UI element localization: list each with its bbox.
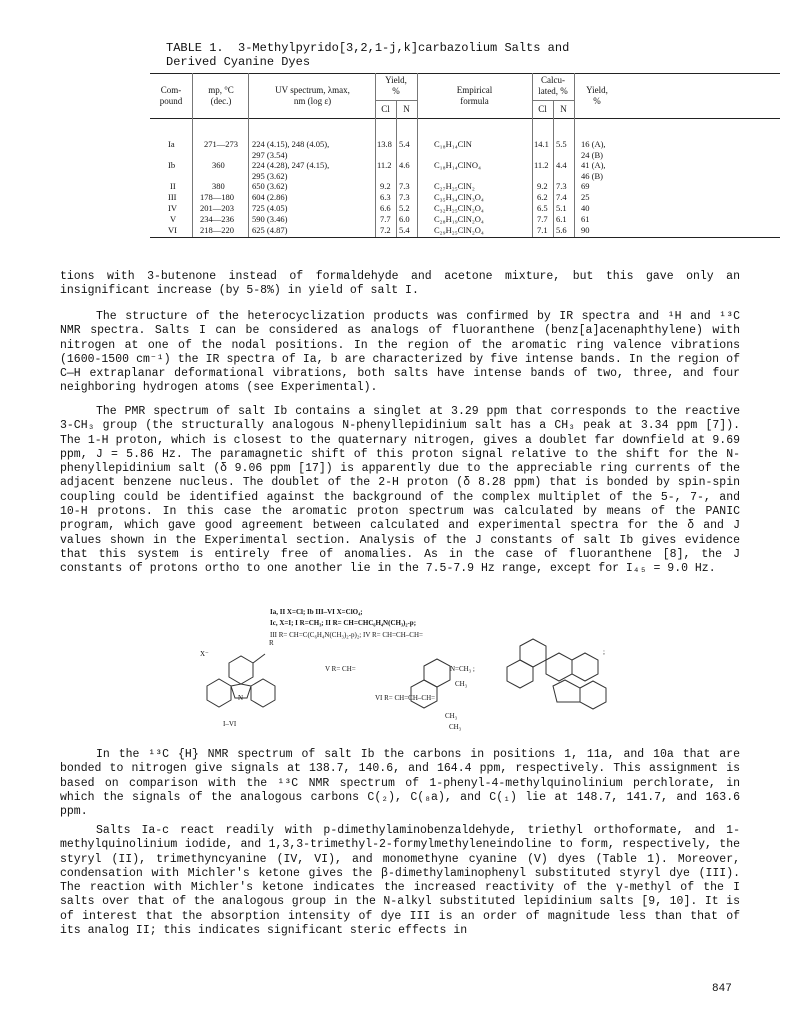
header-calc-n: N: [560, 104, 567, 114]
diagram-label-r: R: [269, 639, 274, 647]
cell-compound: Ia: [168, 139, 175, 149]
chemical-structure-diagram: [185, 608, 765, 740]
benzo-ring-left: [207, 679, 231, 707]
paragraph-text: Salts Ia-c react readily with p-dimethylaminobenzaldehyde, triethyl orthoformate, and 1-methylquinolinium iodide, and 1,3,3-trimethyl-2-formylmethyleneindoline to form, respectively, the styryl (II), trimethyncyanine (IV, VI), and monomethyne cyanine (V) dyes (Table 1). Moreover, condensation with Michler's ketone gives the β-dimethylaminophenyl substituted styryl dye (III). The reaction with Michler's ketone indicates the increased reactivity of the γ-methyl of the I salts over that of the analogous group in the N-alkyl substituted lepidinium salts [9, 10]. It is of interest that the absorption intensity of dye III is an order of magnitude less than that of its analog II; this indicates significant steric effects in: [60, 824, 740, 938]
cell-calc-n: 6.1: [556, 214, 567, 224]
cell-yield-cl: 6.3: [380, 192, 391, 202]
cell-formula: C₁₈H₁₄ClNO₄: [434, 160, 481, 170]
cell-yield: 40: [581, 203, 590, 213]
indoline-benzo: [580, 681, 606, 709]
cell-compound: III: [168, 192, 177, 202]
cell-yield-cl: 7.7: [380, 214, 391, 224]
cell-calc-n: 5.1: [556, 203, 567, 213]
cell-uv: 650 (3.62): [252, 181, 288, 191]
col-divider: [192, 73, 193, 237]
cell-uv: 625 (4.87): [252, 225, 288, 235]
col-divider: [396, 100, 397, 237]
cell-uv: 224 (4.28), 247 (4.15), 295 (3.62): [252, 160, 330, 181]
cell-calc-cl: 6.2: [537, 192, 548, 202]
cell-mp: 271—273: [204, 139, 238, 149]
cell-mp: 201—203: [200, 203, 234, 213]
carbazole-ring-a: [520, 639, 546, 667]
header-formula: Empirical formula: [456, 85, 493, 106]
cell-yield-cl: 9.2: [380, 181, 391, 191]
diagram-label-x: X⁻: [200, 650, 209, 658]
cell-yield-n: 7.3: [399, 192, 410, 202]
pyridinium-ring: [229, 656, 253, 684]
cell-compound: V: [170, 214, 177, 224]
cell-calc-n: 5.5: [556, 139, 567, 149]
diagram-legend-line-5: VI R= CH=CH–CH=: [375, 694, 436, 702]
indoline-ring: [553, 680, 580, 702]
carbazole-ring-b: [507, 660, 533, 688]
header-yield-cl: Cl: [381, 104, 390, 114]
cell-calc-cl: 6.5: [537, 203, 548, 213]
paragraph-text: tions with 3-butenone instead of formaldehyde and acetone mixture, but this gave only an insignificant increase (by 5-8%) in yield of salt I.: [60, 270, 740, 298]
cell-formula: C₂₇H₂₅ClN₂: [434, 181, 475, 191]
cell-yield: 61: [581, 214, 590, 224]
cell-mp: 234—236: [200, 214, 234, 224]
cell-formula: C₂₈H₁₉ClN₂O₄: [434, 214, 484, 224]
cell-mp: 178—180: [200, 192, 234, 202]
cell-calc-cl: 7.1: [537, 225, 548, 235]
quinoline-ring-a: [424, 659, 450, 687]
diagram-legend-line-4: V R= CH=: [325, 665, 356, 673]
cell-calc-n: 7.4: [556, 192, 567, 202]
cell-calc-cl: 14.1: [534, 139, 549, 149]
cell-calc-n: 5.6: [556, 225, 567, 235]
page-number: 847: [712, 983, 732, 995]
cell-yield-cl: 6.6: [380, 203, 391, 213]
paragraph-reactions: [60, 824, 740, 938]
paragraph-c13-nmr: [60, 748, 740, 819]
header-mp: mp, °C (dec.): [208, 85, 234, 106]
cell-yield-cl: 7.2: [380, 225, 391, 235]
cell-formula: C₃₅H₃₄ClN₃O₄: [434, 192, 484, 202]
cell-yield: 25: [581, 192, 590, 202]
diagram-label-ch3: CH₃: [445, 712, 458, 720]
table-top-rule: [150, 73, 780, 74]
cell-formula: C₂₉H₂₅ClN₂O₄: [434, 225, 484, 235]
cell-mp: 380: [212, 181, 225, 191]
cell-yield-n: 5.4: [399, 139, 410, 149]
header-calculated: Calcu- lated, %: [538, 75, 568, 96]
col-divider: [248, 73, 249, 237]
cell-calc-cl: 7.7: [537, 214, 548, 224]
cell-yield-n: 7.3: [399, 181, 410, 191]
cell-mp: 218—220: [200, 225, 234, 235]
header-calc-cl: Cl: [538, 104, 547, 114]
cell-mp: 360: [212, 160, 225, 170]
cell-yield: 69: [581, 181, 590, 191]
cell-calc-n: 4.4: [556, 160, 567, 170]
carbazole-ring-d: [572, 653, 598, 681]
paragraph-continuation: [60, 270, 740, 299]
cell-uv: 604 (2.86): [252, 192, 288, 202]
table-header-rule: [150, 118, 780, 119]
table-caption: TABLE 1. 3-Methylpyrido[3,2,1-j,k]carbazolium Salts and Derived Cyanine Dyes: [166, 41, 570, 69]
carbazole-ring-c: [546, 653, 572, 681]
cell-yield: 41 (A), 46 (B): [581, 160, 606, 181]
table-bottom-rule: [150, 237, 780, 238]
diagram-legend-line-3: III R= CH=C(C₆H₄N(CH₃)₂-p)₂; IV R= CH=CH–CH=: [270, 631, 423, 639]
cell-yield: 16 (A), 24 (B): [581, 139, 606, 160]
benzo-ring-right: [251, 679, 275, 707]
cell-yield-cl: 11.2: [377, 160, 392, 170]
col-divider: [553, 100, 554, 237]
cell-compound: Ib: [168, 160, 176, 170]
diagram-label-n: N: [238, 694, 244, 702]
data-table: [150, 73, 780, 238]
header-yield-final: Yield, %: [586, 85, 608, 106]
diagram-legend-line-1: Ia, II X=Cl; Ib III–VI X=ClO₄;: [270, 608, 363, 616]
header-compound: Com- pound: [159, 85, 183, 106]
paragraph-pmr: [60, 405, 740, 577]
cell-compound: VI: [168, 225, 177, 235]
cell-uv: 725 (4.05): [252, 203, 288, 213]
cell-yield: 90: [581, 225, 590, 235]
paragraph-text: In the ¹³C {H} NMR spectrum of salt Ib the carbons in positions 1, 11a, and 10a that are bonded to nitrogen give signals at 138.7, 140.6, and 164.4 ppm, respectively. This assignment is based on comparison with the ¹³C NMR spectrum of 1-phenyl-4-methylquinolinium perchlorate, in which the signals of the analogous carbons C(₂), C(₈a), and C(₁) lie at 148.7, 141.7, and 163.6 ppm.: [60, 748, 740, 819]
diagram-legend-line-2: Ic, X=I; I R=CH₃; II R= CH=CHC₆H₄N(CH₃)₂-p;: [270, 619, 417, 627]
cell-yield-n: 4.6: [399, 160, 410, 170]
diagram-label-ch3: CH₃: [455, 680, 468, 688]
diagram-label-semicolon: ;: [603, 648, 605, 656]
cell-uv: 224 (4.15), 248 (4.05), 297 (3.54): [252, 139, 330, 160]
cell-uv: 590 (3.46): [252, 214, 288, 224]
col-divider: [375, 73, 376, 237]
structure-drawing: [185, 608, 765, 740]
cell-formula: C₃₂H₂₅ClN₂O₄: [434, 203, 484, 213]
cell-calc-cl: 9.2: [537, 181, 548, 191]
diagram-label-ivi: I–VI: [223, 720, 237, 728]
paragraph-text: The PMR spectrum of salt Ib contains a singlet at 3.29 ppm that corresponds to the reactive 3-CH₃ group (the structurally analogous N-phenyllepidinium salt has a CH₃ peak at 3.34 ppm [7]). The 1-H proton, which is closest to the quaternary nitrogen, gives a doublet far downfield at 9.69 ppm, J = 5.86 Hz. The paramagnetic shift of this proton signal relative to the shift for the N-phenyllepidinium salt (δ 9.06 ppm [17]) is apparently due to the appreciable ring currents of the adjacent benzene nucleus. The doublet of the 2-H proton (δ 8.28 ppm) that is bonded by spin-spin coupling could be identified against the background of the complex multiplet of the 5-, 7-, and 10-H protons. In this case the aromatic proton spectrum was calculated by means of the PANIC program, which gave good agreement between calculated and experimental spectra for the δ and J values shown in the Experimental section. Analysis of the J constants of salt Ib gives evidence that this system is entirely free of anomalies. As in the case of fluoranthene [8], the J constants of protons ortho to one another lie in the 7.5-7.9 Hz range, except for I₄₅ = 9.0 Hz.: [60, 405, 740, 576]
col-divider: [532, 73, 533, 237]
cell-yield-n: 5.4: [399, 225, 410, 235]
cell-calc-n: 7.3: [556, 181, 567, 191]
paragraph-text: The structure of the heterocyclization products was confirmed by IR spectra and ¹H and ¹³C NMR spectra. Salts I can be considered as analogs of fluoranthene (benz[a]acenaphthylene) with nitrogen at one of the nodal positions. In the region of the aromatic ring valence vibrations (1600-1500 cm⁻¹) the IR spectra of Ia, b are characterized by five intense bands. In the region of C—H extraplanar deformational vibrations, both salts have intense bands of two, three, and four neighboring hydrogen atoms (see Experimental).: [60, 310, 740, 395]
header-uv: UV spectrum, λmax, nm (log ε): [275, 85, 350, 106]
header-yield-n: N: [403, 104, 410, 114]
cell-compound: II: [170, 181, 176, 191]
cell-calc-cl: 11.2: [534, 160, 549, 170]
cell-yield-n: 6.0: [399, 214, 410, 224]
paragraph-structure: [60, 310, 740, 396]
cell-yield-n: 5.2: [399, 203, 410, 213]
cell-yield-cl: 13.8: [377, 139, 392, 149]
cell-formula: C₁₈H₁₄ClN: [434, 139, 472, 149]
diagram-label-ch3: CH₃: [449, 723, 462, 731]
diagram-label-nch3: N=CH₃ ;: [450, 665, 475, 673]
cell-compound: IV: [168, 203, 177, 213]
header-yield: Yield, %: [385, 75, 407, 96]
